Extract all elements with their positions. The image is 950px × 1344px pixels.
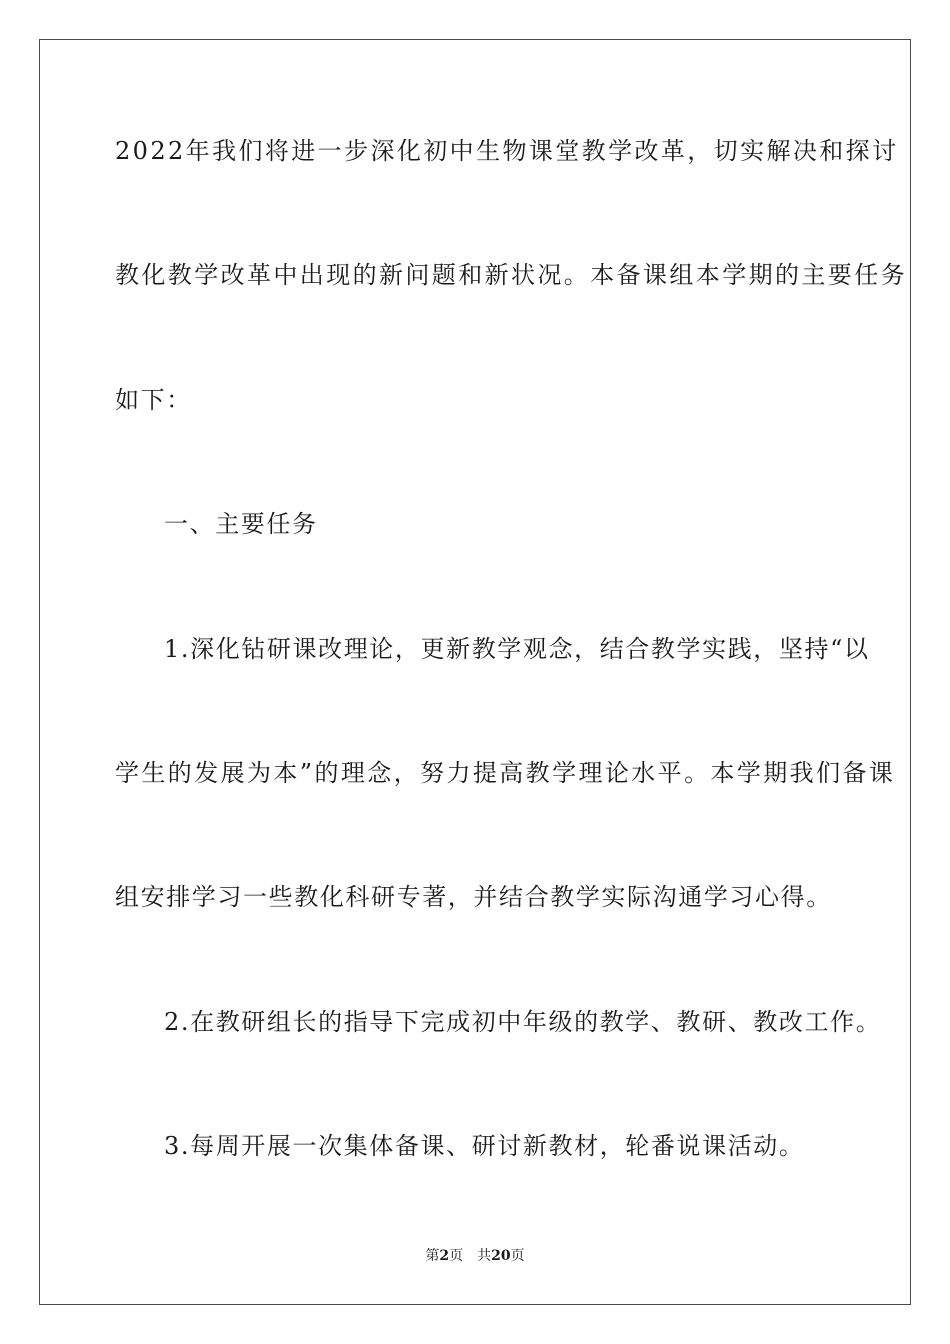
intro-line-1: 2022年我们将进一步深化初中生物课堂教学改革，切实解决和探讨 (115, 137, 899, 165)
item-2: 2.在教研组长的指导下完成初中年级的教学、教研、教改工作。 (164, 1008, 882, 1036)
page-border (39, 39, 911, 1305)
section-heading: 一、主要任务 (164, 510, 318, 538)
footer-total-suffix: 页 (510, 1248, 525, 1264)
item-1-line-2: 学生的发展为本”的理念，努力提高教学理论水平。本学期我们备课 (115, 759, 896, 787)
item-1-line-3: 组安排学习一些教化科研专著，并结合教学实际沟通学习心得。 (115, 883, 832, 911)
item-1-line-1: 1.深化钻研课改理论，更新教学观念，结合教学实践，坚持“以 (164, 635, 870, 663)
page-footer (0, 1247, 950, 1265)
footer-total-prefix: 共 (477, 1248, 492, 1264)
footer-page-prefix: 第 (425, 1248, 440, 1264)
footer-total-pages: 20 (491, 1248, 511, 1264)
footer-page-suffix: 页 (449, 1248, 464, 1264)
intro-line-2: 教化教学改革中出现的新问题和新状况。本备课组本学期的主要任务 (115, 261, 907, 289)
intro-line-3: 如下： (115, 386, 192, 414)
footer-page-current: 2 (439, 1248, 450, 1264)
item-3: 3.每周开展一次集体备课、研讨新教材，轮番说课活动。 (164, 1132, 805, 1160)
